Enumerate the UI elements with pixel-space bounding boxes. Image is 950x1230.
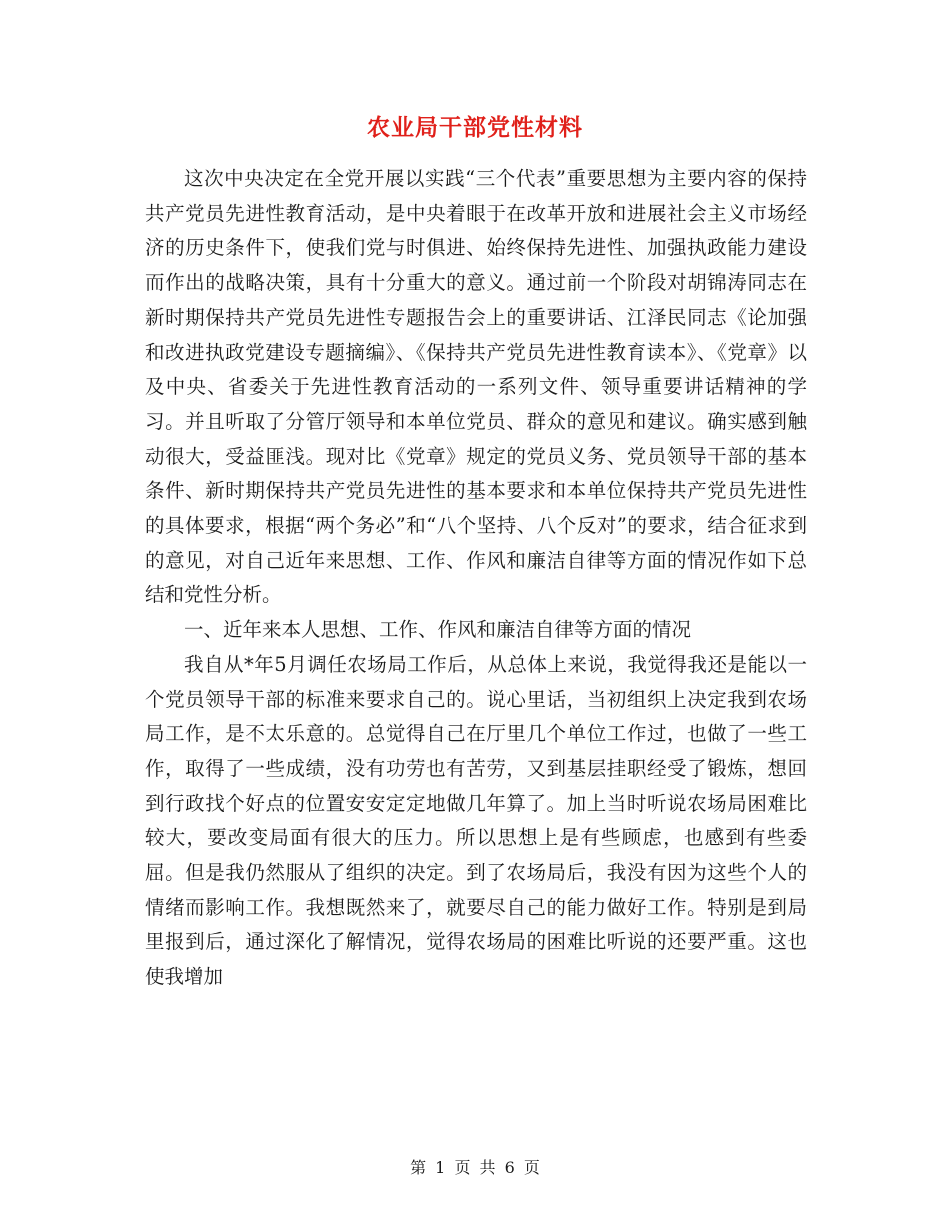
- document-title: 农业局干部党性材料: [367, 114, 583, 141]
- paragraph-section-1: 我自从*年5月调任农场局工作后，从总体上来说，我觉得我还是能以一个党员领导干部的标准来要求自己的。说心里话，当初组织上决定我到农场局工作，是不太乐意的。总觉得自己在厅里几个单位工作过，也做了一些工作，取得了一些成绩，没有功劳也有苦劳，又到基层挂职经受了锻炼，想回到行政找个好点的位置安安定定地做几年算了。加上当时听说农场局困难比较大，要改变局面有很大的压力。所以思想上是有些顾虑，也感到有些委屈。但是我仍然服从了组织的决定。到了农场局后，我没有因为这些个人的情绪而影响工作。我想既然来了，就要尽自己的能力做好工作。特别是到局里报到后，通过深化了解情况，觉得农场局的困难比听说的还要严重。这也使我增加: [145, 652, 807, 989]
- page-footer: 第 1 页 共 6 页: [410, 1158, 540, 1177]
- document-body: [145, 162, 807, 995]
- section-heading-1: 一、近年来本人思想、工作、作风和廉洁自律等方面的情况: [184, 618, 692, 642]
- paragraph-intro: 这次中央决定在全党开展以实践“三个代表”重要思想为主要内容的保持共产党员先进性教育活动，是中央着眼于在改革开放和进展社会主义市场经济的历史条件下，使我们党与时俱进、始终保持先进性、加强执政能力建设而作出的战略决策，具有十分重大的意义。通过前一个阶段对胡锦涛同志在新时期保持共产党员先进性专题报告会上的重要讲话、江泽民同志《论加强和改进执政党建设专题摘编》、《保持共产党员先进性教育读本》、《党章》以及中央、省委关于先进性教育活动的一系列文件、领导重要讲话精神的学习。并且听取了分管厅领导和本单位党员、群众的意见和建议。确实感到触动很大，受益匪浅。现对比《党章》规定的党员义务、党员领导干部的基本条件、新时期保持共产党员先进性的基本要求和本单位保持共产党员先进性的具体要求，根据“两个务必”和“八个坚持、八个反对”的要求，结合征求到的意见，对自己近年来思想、工作、作风和廉洁自律等方面的情况作如下总结和党性分析。: [145, 167, 807, 607]
